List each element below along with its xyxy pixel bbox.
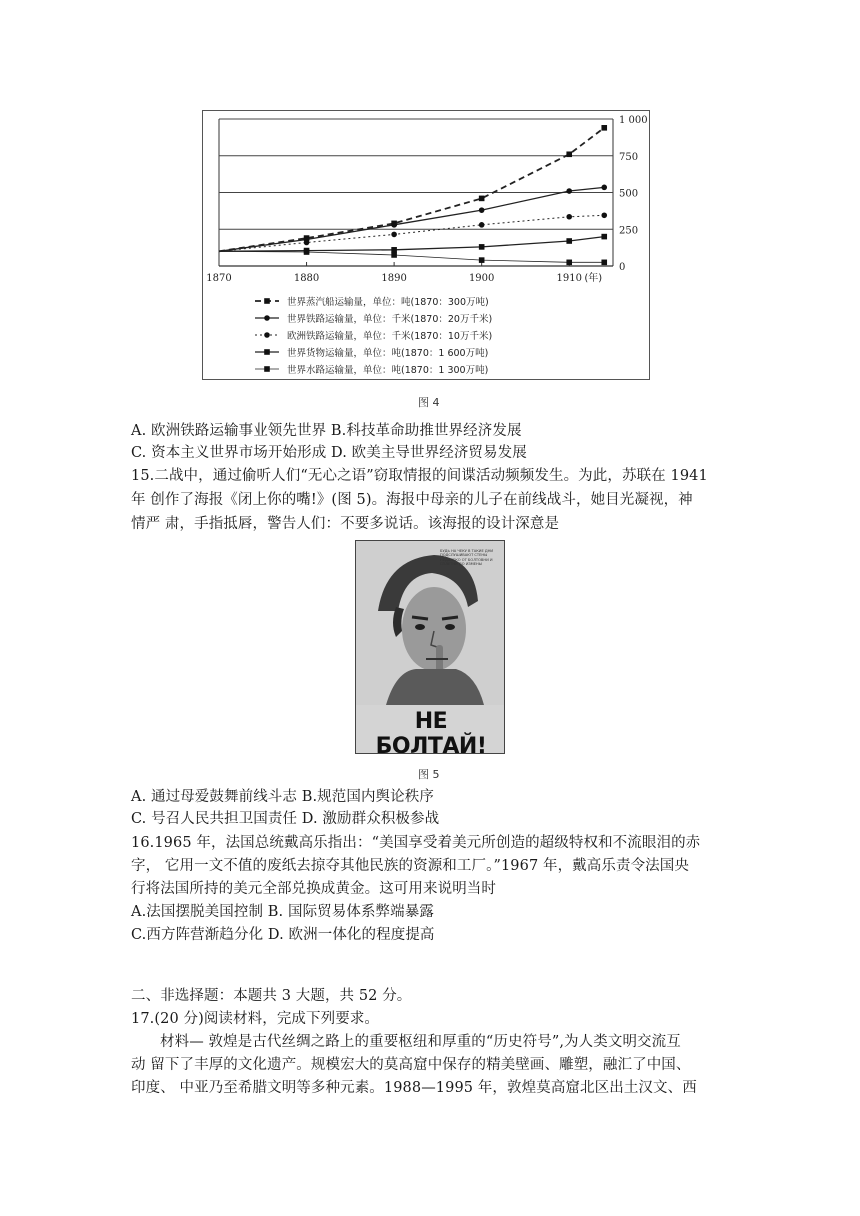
series-line-2: [219, 187, 604, 251]
legend-label-1: 世界蒸汽船运输量，单位：吨(1870：300万吨): [287, 297, 489, 308]
series-4-point: [479, 244, 485, 250]
figure-4-caption: 图 4: [418, 396, 440, 409]
y-tick-label: 0: [619, 262, 626, 273]
series-1-point: [479, 196, 485, 202]
series-4-point: [601, 234, 607, 240]
series-3-point: [304, 240, 310, 246]
series-5-point: [601, 260, 607, 266]
series-2-point: [601, 185, 607, 191]
x-tick-label: 1910: [556, 273, 582, 284]
soviet-poster-image: [355, 540, 505, 754]
x-tick-label: 1870: [206, 273, 232, 284]
q15-options-line-1: A. 通过母爱鼓舞前线斗志 B.规范国内舆论秩序: [131, 789, 434, 805]
series-3-point: [566, 214, 572, 220]
y-tick-label: 750: [619, 151, 639, 163]
q16-stem-line-2: 字， 它用一文不值的废纸去掠夺其他民族的资源和工厂。”1967 年，戴高乐责令法国央: [131, 858, 689, 874]
series-5-point: [479, 257, 485, 263]
series-2-point: [479, 207, 485, 213]
legend-marker-5: [264, 366, 270, 372]
x-tick-label: 1890: [381, 273, 407, 284]
q16-options-line-1: A.法国摆脱美国控制 B. 国际贸易体系弊端暴露: [131, 904, 434, 920]
legend-label-3: 欧洲铁路运输量，单位：千米(1870：10万千米): [287, 331, 493, 342]
figure-4-chart: [202, 110, 650, 380]
q15-stem-line-2: 年 创作了海报《闭上你的嘴!》(图 5)。海报中母亲的儿子在前线战斗，她目光凝视，神: [131, 492, 693, 508]
q14-options-line-1: A. 欧洲铁路运输事业领先世界 B.科技革命助推世界经济发展: [131, 423, 522, 439]
series-5-point: [304, 249, 310, 255]
series-3-point: [479, 222, 485, 228]
y-tick-label: 500: [619, 188, 639, 200]
legend-marker-3: [264, 332, 270, 338]
q17-intro: 17.(20 分)阅读材料，完成下列要求。: [131, 1011, 380, 1027]
legend-label-4: 世界货物运输量，单位：吨(1870：1 600万吨): [287, 348, 489, 359]
q15-stem-line-1: 15.二战中，通过偷听人们“无心之语”窃取情报的间谍活动频频发生。为此，苏联在 1941: [131, 468, 708, 484]
series-2-point: [566, 188, 572, 194]
q16-stem-line-1: 16.1965 年，法国总统戴高乐指出：“美国享受着美元所创造的超级特权和不流眼泪的赤: [131, 835, 701, 851]
series-1-point: [601, 125, 607, 131]
poster-title: НЕ БОЛТАЙ!: [375, 709, 487, 754]
q14-options-line-2: C. 资本主义世界市场开始形成 D. 欧美主导世界经济贸易发展: [131, 445, 527, 461]
q15-stem-line-3: 情严 肃，手指抵唇，警告人们：不要多说话。该海报的设计深意是: [131, 516, 560, 532]
legend-marker-1: [264, 298, 270, 304]
series-1-point: [566, 151, 572, 157]
figure-5-caption: 图 5: [418, 768, 440, 781]
series-5-point: [566, 260, 572, 266]
series-3-point: [391, 232, 397, 238]
series-line-3: [219, 215, 604, 251]
y-tick-label: 250: [619, 225, 639, 237]
q17-material-line-3: 印度、 中亚乃至希腊文明等多种元素。1988—1995 年，敦煌莫高窟北区出土汉文、西: [131, 1080, 697, 1096]
x-unit-label: (年): [584, 273, 603, 284]
q16-options-line-2: C.西方阵营渐趋分化 D. 欧洲一体化的程度提高: [131, 927, 435, 943]
series-2-point: [391, 222, 397, 228]
x-tick-label: 1900: [468, 273, 495, 284]
series-4-point: [566, 238, 572, 244]
q17-material-line-2: 动 留下了丰厚的文化遗产。规模宏大的莫高窟中保存的精美壁画、雕塑，融汇了中国、: [131, 1057, 691, 1073]
q16-stem-line-3: 行将法国所持的美元全部兑换成黄金。这可用来说明当时: [131, 881, 496, 897]
series-3-point: [601, 212, 607, 218]
line-chart: [203, 111, 651, 381]
poster-small-text: БУДЬ НА ЧЕКУ В ТАКИЕ ДНИ ПОДСЛУШИВАЮТ СТЕНЫ НЕДАЛЕКО ОТ БОЛТОВНИ И СПЛЕТНИ ДО ИЗМЕНЫ: [440, 549, 494, 567]
x-tick-label: 1880: [293, 273, 320, 284]
series-4-point: [391, 247, 397, 253]
q15-options-line-2: C. 号召人民共担卫国责任 D. 激励群众积极参战: [131, 811, 440, 827]
series-line-1: [219, 128, 604, 252]
legend-label-2: 世界铁路运输量，单位：千米(1870：20万千米): [287, 314, 493, 325]
series-line-5: [219, 251, 604, 262]
series-5-point: [391, 252, 397, 258]
legend-marker-4: [264, 349, 270, 355]
legend-label-5: 世界水路运输量，单位：吨(1870：1 300万吨): [287, 365, 489, 376]
q17-material-line-1: 材料— 敦煌是古代丝绸之路上的重要枢纽和厚重的“历史符号”,为人类文明交流互: [160, 1034, 681, 1050]
section-2-heading: 二、非选择题：本题共 3 大题，共 52 分。: [131, 988, 412, 1004]
y-tick-label: 1 000: [619, 115, 648, 126]
legend-marker-2: [264, 315, 270, 321]
